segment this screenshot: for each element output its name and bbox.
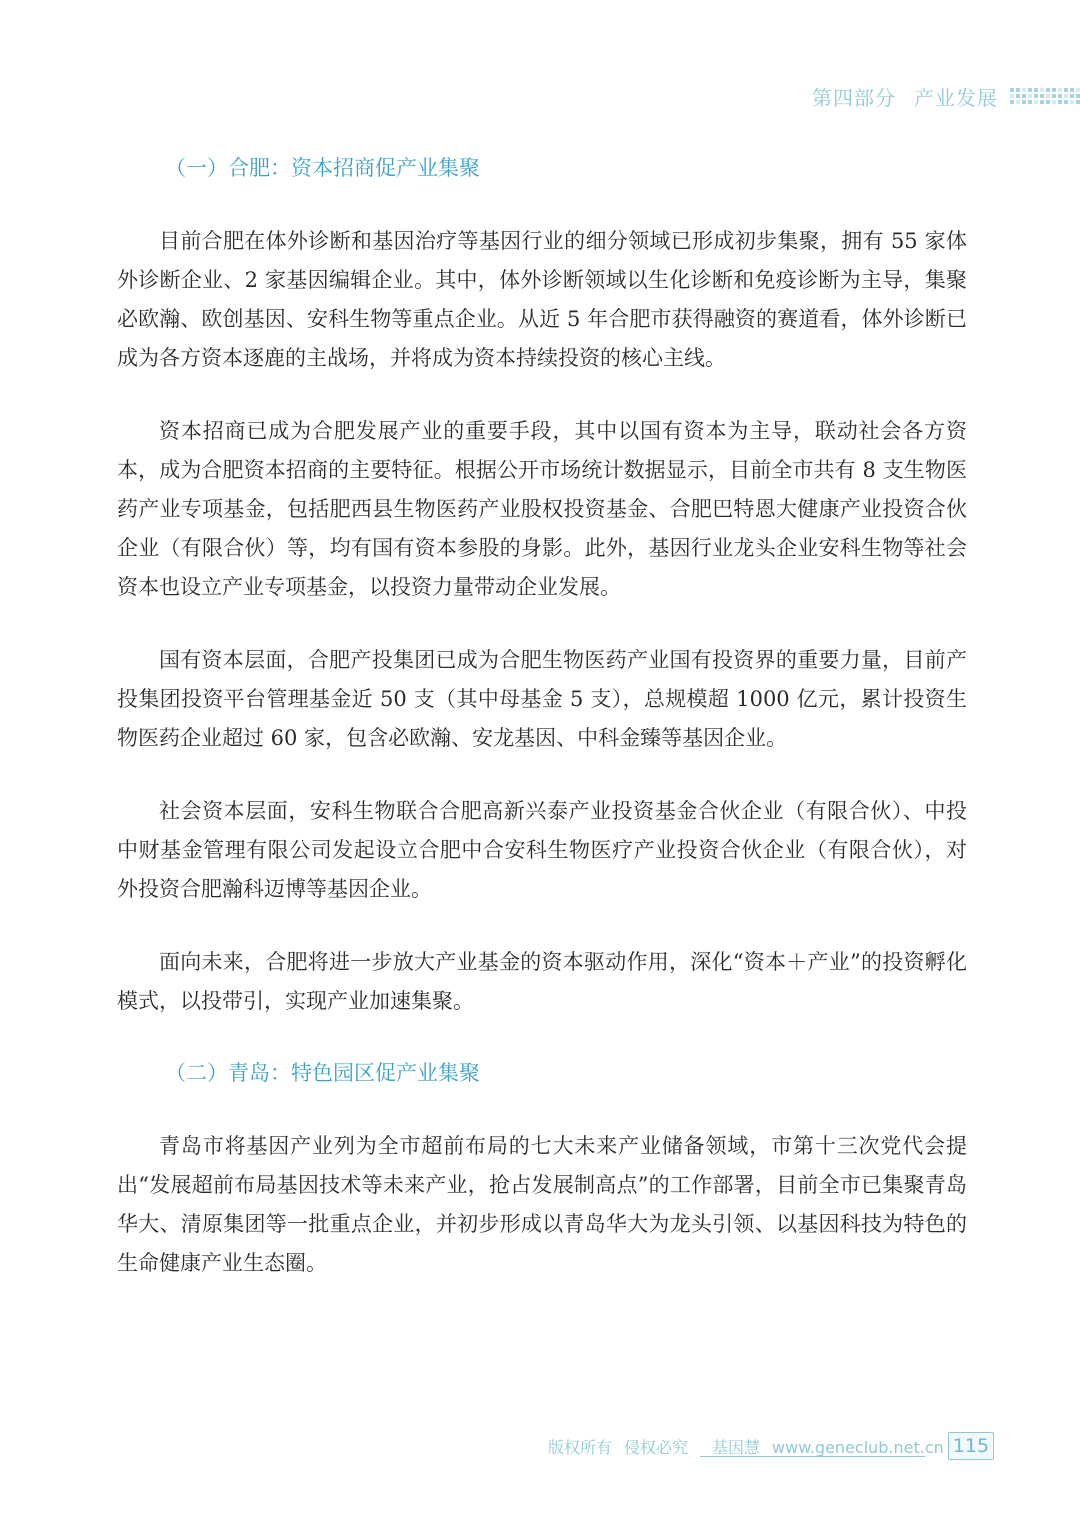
paragraph: 面向未来，合肥将进一步放大产业基金的资本驱动作用，深化“资本＋产业”的投资孵化模式，以投带引，实现产业加速集聚。 (117, 950, 967, 1013)
dot-pattern-icon (1010, 84, 1080, 108)
page-footer (548, 1430, 994, 1462)
paragraph: 目前合肥在体外诊断和基因治疗等基因行业的细分领域已形成初步集聚，拥有 55 家体外诊断企业、2 家基因编辑企业。其中，体外诊断领域以生化诊断和免疫诊断为主导，集聚必欧瀚、欧创基因、安科生物等重点企业。从近 5 年合肥市获得融资的赛道看，体外诊断已成为各方资本逐鹿的主战场，并将成为资本持续投资的核心主线。 (117, 229, 967, 370)
paragraph: 国有资本层面，合肥产投集团已成为合肥生物医药产业国有投资界的重要力量，目前产投集团投资平台管理基金近 50 支（其中母基金 5 支），总规模超 1000 亿元，累计投资生物医药企业超过 60 家，包含必欧瀚、安龙基因、中科金臻等基因企业。 (117, 648, 967, 750)
page-number: 115 (948, 1432, 994, 1460)
main-content (117, 150, 967, 1317)
footer-url[interactable]: www.geneclub.net.cn (772, 1437, 944, 1457)
footer-text (548, 1435, 944, 1458)
section-title-hefei: （一）合肥：资本招商促产业集聚 (165, 156, 480, 180)
footer-warning: 侵权必究 (624, 1437, 689, 1457)
header-section: 产业发展 (914, 85, 998, 110)
header-part: 第四部分 (812, 85, 896, 110)
page-header (812, 78, 1080, 114)
paragraph: 社会资本层面，安科生物联合合肥高新兴泰产业投资基金合伙企业（有限合伙）、中投中财基金管理有限公司发起设立合肥中合安科生物医疗产业投资合伙企业（有限合伙），对外投资合肥瀚科迈博等基因企业。 (117, 799, 967, 901)
header-text (812, 82, 998, 111)
footer-copyright: 版权所有 (548, 1437, 613, 1457)
section-title-qingdao: （二）青岛：特色园区促产业集聚 (165, 1061, 480, 1085)
footer-brand: 基因慧 (712, 1437, 761, 1457)
paragraph: 青岛市将基因产业列为全市超前布局的七大未来产业储备领域，市第十三次党代会提出“发展超前布局基因技术等未来产业，抢占发展制高点”的工作部署，目前全市已集聚青岛华大、清原集团等一批重点企业，并初步形成以青岛华大为龙头引领、以基因科技为特色的生命健康产业生态圈。 (117, 1134, 967, 1275)
paragraph: 资本招商已成为合肥发展产业的重要手段，其中以国有资本为主导，联动社会各方资本，成为合肥资本招商的主要特征。根据公开市场统计数据显示，目前全市共有 8 支生物医药产业专项基金，包括肥西县生物医药产业股权投资基金、合肥巴特恩大健康产业投资合伙企业（有限合伙）等，均有国有资本参股的身影。此外，基因行业龙头企业安科生物等社会资本也设立产业专项基金，以投资力量带动企业发展。 (117, 419, 967, 599)
